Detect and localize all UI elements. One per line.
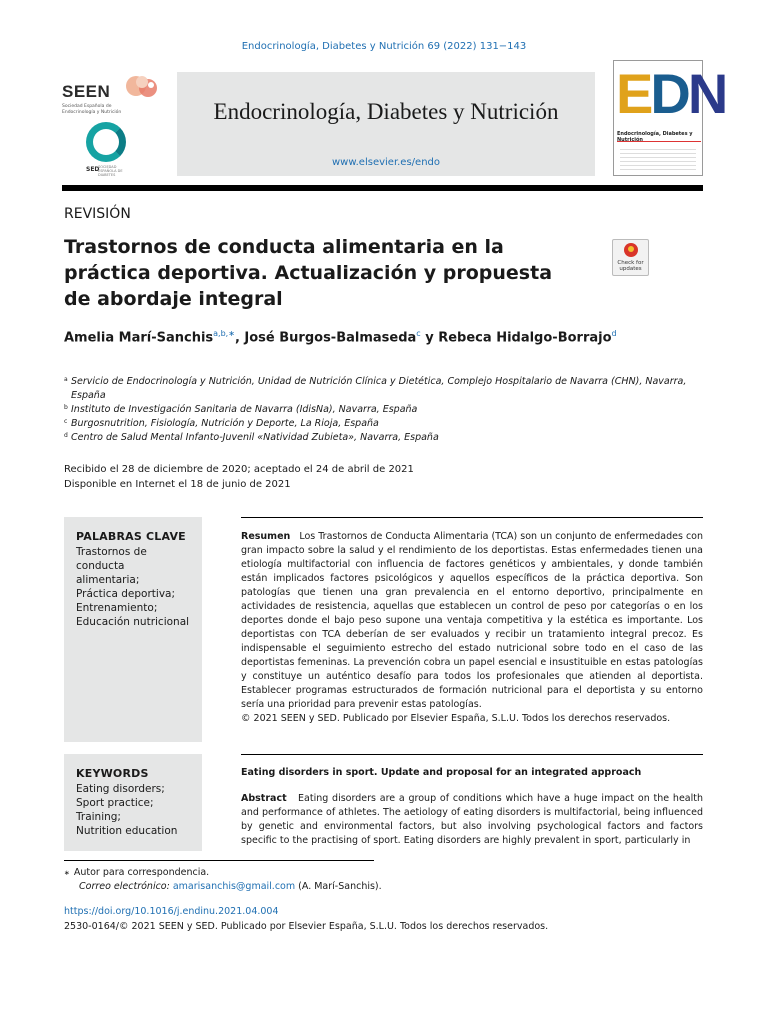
abstract-en-text: Eating disorders are a group of conditions which have a huge impact on the health and performance of athletes. The aetiology of eating disorders is multifactorial, being influenced by genetic and environmental factors, but also involving psychological factors and factors specific to the practising of sport. Eating disorders are highly prevalent in sport, particularly in <box>241 793 703 846</box>
author-affiliation-ref[interactable]: c <box>416 329 421 338</box>
issn-copyright: 2530-0164/© 2021 SEEN y SED. Publicado por Elsevier España, S.L.U. Todos los derechos reservados. <box>64 921 549 932</box>
abstract-en <box>241 792 703 848</box>
article-dates <box>64 462 414 492</box>
check-updates-icon <box>624 243 638 257</box>
keyword-item: Práctica deportiva; <box>76 588 176 600</box>
keyword-item: Eating disorders; <box>76 783 165 795</box>
abstract-es-label: Resumen <box>241 531 291 542</box>
cover-logo: EDN <box>616 62 726 125</box>
received-accepted-dates: Recibido el 28 de diciembre de 2020; aceptado el 24 de abril de 2021 <box>64 464 414 475</box>
seen-sed-logo <box>62 68 164 180</box>
article-title: Trastornos de conducta alimentaria en la práctica deportiva. Actualización y propuesta de abordaje integral <box>64 236 553 310</box>
keyword-item: Trastornos de conducta alimentaria; <box>76 546 147 586</box>
author-name: José Burgos-Balmaseda <box>244 330 417 346</box>
keyword-item: Sport practice; <box>76 797 154 809</box>
doi-link[interactable]: https://doi.org/10.1016/j.endinu.2021.04.004 <box>64 906 279 917</box>
keyword-item: Educación nutricional <box>76 616 190 628</box>
email-owner: (A. Marí-Sanchis). <box>298 881 382 892</box>
author-name: Rebeca Hidalgo-Borrajo <box>438 330 612 346</box>
author-list: Amelia Marí-Sanchis$^{a,b,∗}$, José Burgos-Balmaseda$^c$ y Rebeca Hidalgo-Borrajo$^d$ <box>64 329 617 346</box>
author-name: Amelia Marí-Sanchis <box>64 330 214 346</box>
corresponding-label: Autor para correspondencia. <box>73 867 210 878</box>
affiliation-list <box>64 375 704 445</box>
sed-logo-subtitle: SOCIEDAD ESPAÑOLA DE DIABETES <box>98 165 123 177</box>
seen-graphic-icon <box>124 72 162 102</box>
keyword-item: Nutrition education <box>76 825 178 837</box>
author-affiliation-ref[interactable]: d <box>611 329 617 338</box>
affiliation-item: a Servicio de Endocrinología y Nutrición, Unidad de Nutrición Clínica y Dietética, Complejo Hospitalario de Navarra (CHN), Navarra, España <box>64 376 687 401</box>
sed-logo-word: SED <box>86 166 100 173</box>
abstract-es-copyright: © 2021 SEEN y SED. Publicado por Elsevier España, S.L.U. Todos los derechos reservados. <box>241 713 671 724</box>
author-affiliation-ref[interactable]: a,b,∗ <box>213 329 235 338</box>
seen-logo-word: SEEN <box>62 82 111 101</box>
abstract-en-label: Abstract <box>241 793 287 804</box>
footnote-rule <box>64 860 374 861</box>
author-email-link[interactable]: amarisanchis@gmail.com <box>172 881 296 892</box>
journal-citation[interactable]: Endocrinología, Diabetes y Nutrición 69 (2022) 131−143 <box>241 41 527 52</box>
check-updates-label: Check for updates <box>617 260 644 272</box>
header-rule <box>62 185 703 191</box>
article-section: REVISIÓN <box>64 206 131 222</box>
abstract-en-rule <box>241 754 703 755</box>
abstract-es <box>241 530 703 726</box>
keywords-es-box <box>64 517 202 742</box>
cover-title: Endocrinología, Diabetes y Nutrición <box>617 131 693 143</box>
journal-header-band <box>177 72 595 176</box>
seen-logo-subtitle: Sociedad Española de Endocrinología y Nutrición <box>62 104 122 115</box>
check-for-updates-button[interactable] <box>612 239 649 276</box>
affiliation-item: c Burgosnutrition, Fisiología, Nutrición y Deporte, La Rioja, España <box>64 418 379 429</box>
english-title: Eating disorders in sport. Update and proposal for an integrated approach <box>241 767 642 778</box>
keywords-en-heading: KEYWORDS <box>76 767 149 780</box>
correspondence-footnote <box>64 866 382 894</box>
abstract-es-text: Los Trastornos de Conducta Alimentaria (TCA) son un conjunto de enfermedades con gran impacto sobre la salud y el rendimiento de los deportistas. Estas enfermedades tienen una etiología multifactorial con influencia de factores genéticos y ambientales, y donde también están implicados factores psicológicos y aquellos específicos de la práctica deportiva. Son patologías que tienen una gran prevalencia en el entorno deportivo, principalmente en actividades de resistencia, aquellas que establecen un control de peso por categorías o en los deportes donde el bajo peso supone una ventaja competitiva y la estética es importante. Los deportistas con TCA deberían de ser evaluados y recibir un tratamiento integral precoz. Es indispensable el seguimiento estrecho del estado nutricional sobre todo en el caso de las deportistas femeninas. La prevención cobra un papel esencial e insustituible en estas patologías y constituye un auténtico desafío para todos los profesionales que atienden al deportista. Establecer programas estructurados de formación nutricional para el deportista y su entorno sería una prioridad para prevenir estas patologías. <box>241 531 703 710</box>
affiliation-item: b Instituto de Investigación Sanitaria de Navarra (IdisNa), Navarra, España <box>64 404 418 415</box>
cover-divider <box>617 141 701 143</box>
cover-text-lines <box>620 149 696 173</box>
journal-title: Endocrinología, Diabetes y Nutrición <box>213 99 559 124</box>
keywords-es-heading: PALABRAS CLAVE <box>76 530 186 543</box>
sed-ring-icon <box>86 122 126 162</box>
keyword-item: Training; <box>76 811 121 823</box>
affiliation-item: d Centro de Salud Mental Infanto-Juvenil «Natividad Zubieta», Navarra, España <box>64 432 439 443</box>
email-label: Correo electrónico: <box>79 881 170 892</box>
abstract-es-rule <box>241 517 703 518</box>
journal-cover-thumbnail <box>613 60 726 176</box>
footnote-marker: ∗ <box>64 869 70 877</box>
online-date: Disponible en Internet el 18 de junio de 2021 <box>64 479 291 490</box>
keyword-item: Entrenamiento; <box>76 602 158 614</box>
journal-url-link[interactable]: www.elsevier.es/endo <box>332 157 440 168</box>
keywords-en-box <box>64 754 202 851</box>
